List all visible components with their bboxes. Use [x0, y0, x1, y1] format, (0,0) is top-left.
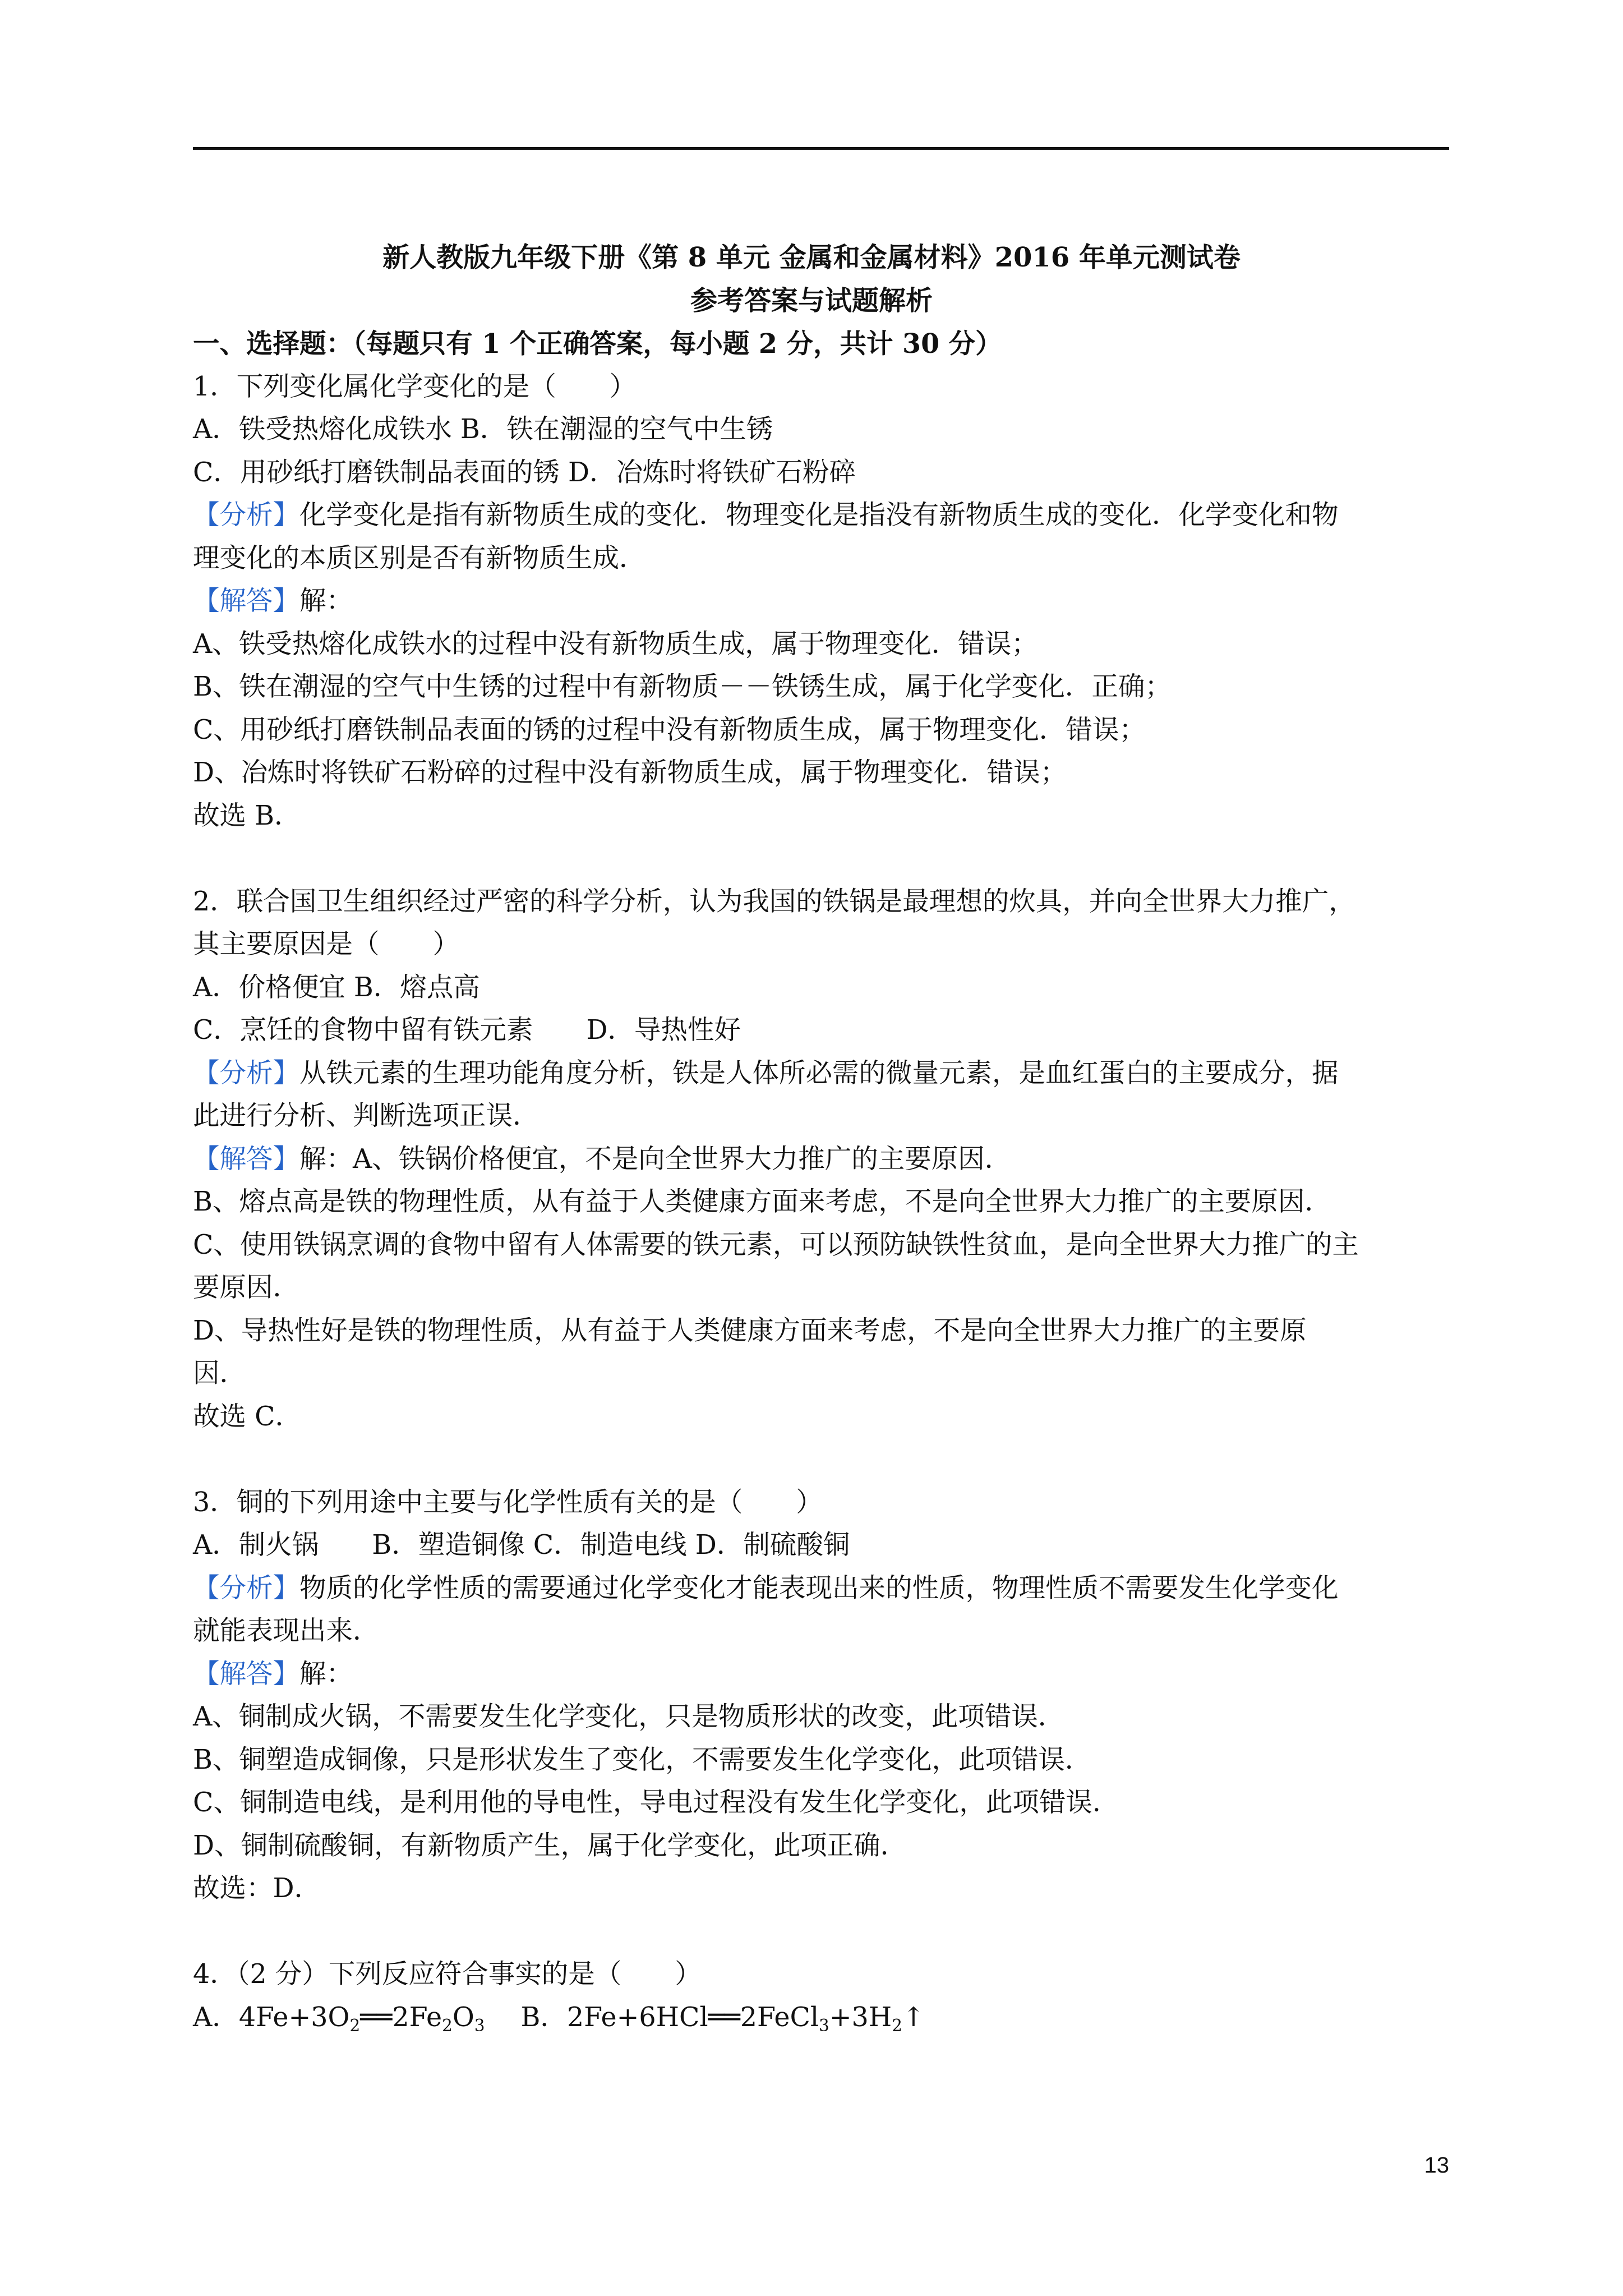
analysis-line: 【分析】化学变化是指有新物质生成的变化．物理变化是指没有新物质生成的变化．化学变化和物	[193, 500, 1339, 531]
question-2	[193, 881, 1449, 1439]
page-title: 新人教版九年级下册《第 8 单元 金属和金属材料》2016 年单元测试卷	[382, 242, 1241, 273]
question-option: A．价格便宜 B．熔点高	[193, 972, 480, 1003]
question-stem: 4．（2 分）下列反应符合事实的是（ ）	[193, 1959, 702, 1990]
option-b-equation: $2Fe+6HCl══2FeCl_3+3H_2↑$	[566, 2001, 925, 2035]
analysis-line: 【分析】物质的化学性质的需要通过化学变化才能表现出来的性质，物理性质不需要发生化学变化	[193, 1572, 1339, 1604]
answer-line: 故选：D．	[193, 1873, 321, 1904]
answer-tag: 【解答】	[193, 1143, 299, 1175]
answer-line: C、使用铁锅烹调的食物中留有人体需要的铁元素，可以预防缺铁性贫血，是向全世界大力推广的主	[193, 1229, 1359, 1260]
page-number: 13	[1424, 2153, 1449, 2178]
answer-line: 【解答】解：	[193, 586, 353, 616]
document-body	[193, 323, 1449, 2039]
question-option: A．铁受热熔化成铁水 B．铁在潮湿的空气中生锈	[193, 414, 773, 445]
analysis-tag: 【分析】	[193, 1057, 299, 1089]
answer-line: 因．	[193, 1358, 246, 1389]
question-option: C．用砂纸打磨铁制品表面的锈 D．冶炼时将铁矿石粉碎	[193, 457, 856, 488]
answer-tag: 【解答】	[193, 1658, 299, 1690]
answer-line: D、导热性好是铁的物理性质，从有益于人类健康方面来考虑，不是向全世界大力推广的主要原	[193, 1315, 1307, 1346]
answer-line: B、熔点高是铁的物理性质，从有益于人类健康方面来考虑，不是向全世界大力推广的主要原因．	[193, 1186, 1331, 1217]
question-3	[193, 1481, 1449, 1911]
analysis-tag: 【分析】	[193, 1572, 299, 1604]
answer-line: A、铁受热熔化成铁水的过程中没有新物质生成，属于物理变化．错误；	[193, 628, 1038, 660]
question-stem: 2．联合国卫生组织经过严密的科学分析，认为我国的铁锅是最理想的炊具，并向全世界大力推广，	[193, 886, 1355, 917]
answer-line: B、铁在潮湿的空气中生锈的过程中有新物质－－铁锈生成，属于化学变化．正确；	[193, 671, 1172, 702]
answer-line: 故选 B．	[193, 800, 301, 831]
page-subtitle: 参考答案与试题解析	[690, 285, 933, 316]
answer-line: 【解答】解：A、铁锅价格便宜，不是向全世界大力推广的主要原因．	[193, 1143, 1012, 1175]
answer-line: D、铜制硫酸铜，有新物质产生，属于化学变化，此项正确．	[193, 1830, 907, 1861]
question-option: A．制火锅 B．塑造铜像 C．制造电线 D．制硫酸铜	[193, 1530, 850, 1561]
question-stem: 其主要原因是（ ）	[193, 929, 459, 960]
answer-line: C、用砂纸打磨铁制品表面的锈的过程中没有新物质生成，属于物理变化．错误；	[193, 714, 1146, 746]
answer-line: 故选 C．	[193, 1401, 302, 1432]
answer-line: B、铜塑造成铜像，只是形状发生了变化，不需要发生化学变化，此项错误．	[193, 1744, 1092, 1775]
question-stem: 1．下列变化属化学变化的是（ ）	[193, 371, 637, 402]
answer-line: C、铜制造电线，是利用他的导电性，导电过程没有发生化学变化，此项错误．	[193, 1787, 1119, 1818]
answer-line: D、冶炼时将铁矿石粉碎的过程中没有新物质生成，属于物理变化．错误；	[193, 757, 1067, 788]
question-option: C．烹饪的食物中留有铁元素 D．导热性好	[193, 1015, 741, 1046]
answer-line: 要原因．	[193, 1272, 299, 1303]
analysis-line: 理变化的本质区别是否有新物质生成．	[193, 542, 646, 574]
answer-tag: 【解答】	[193, 586, 299, 616]
header-rule	[193, 147, 1449, 150]
section-heading: 一、选择题：（每题只有 1 个正确答案，每小题 2 分，共计 30 分）	[193, 328, 1002, 360]
equation-options	[193, 1996, 1449, 2040]
question-1	[193, 366, 1449, 838]
analysis-line: 此进行分析、判断选项正误．	[193, 1101, 540, 1131]
question-4	[193, 1953, 1449, 2039]
option-b-label: B．	[520, 2001, 567, 2033]
analysis-line: 【分析】从铁元素的生理功能角度分析，铁是人体所必需的微量元素，是血红蛋白的主要成分，据	[193, 1057, 1339, 1089]
option-a-label: A．	[193, 2001, 239, 2033]
answer-line: A、铜制成火锅，不需要发生化学变化，只是物质形状的改变，此项错误．	[193, 1701, 1065, 1732]
answer-line: 【解答】解：	[193, 1658, 353, 1690]
option-a-equation: $4Fe+3O_2══2Fe_2O_3$	[238, 2001, 485, 2035]
analysis-tag: 【分析】	[193, 500, 299, 531]
question-stem: 3．铜的下列用途中主要与化学性质有关的是（ ）	[193, 1487, 823, 1518]
analysis-line: 就能表现出来．	[193, 1616, 380, 1646]
